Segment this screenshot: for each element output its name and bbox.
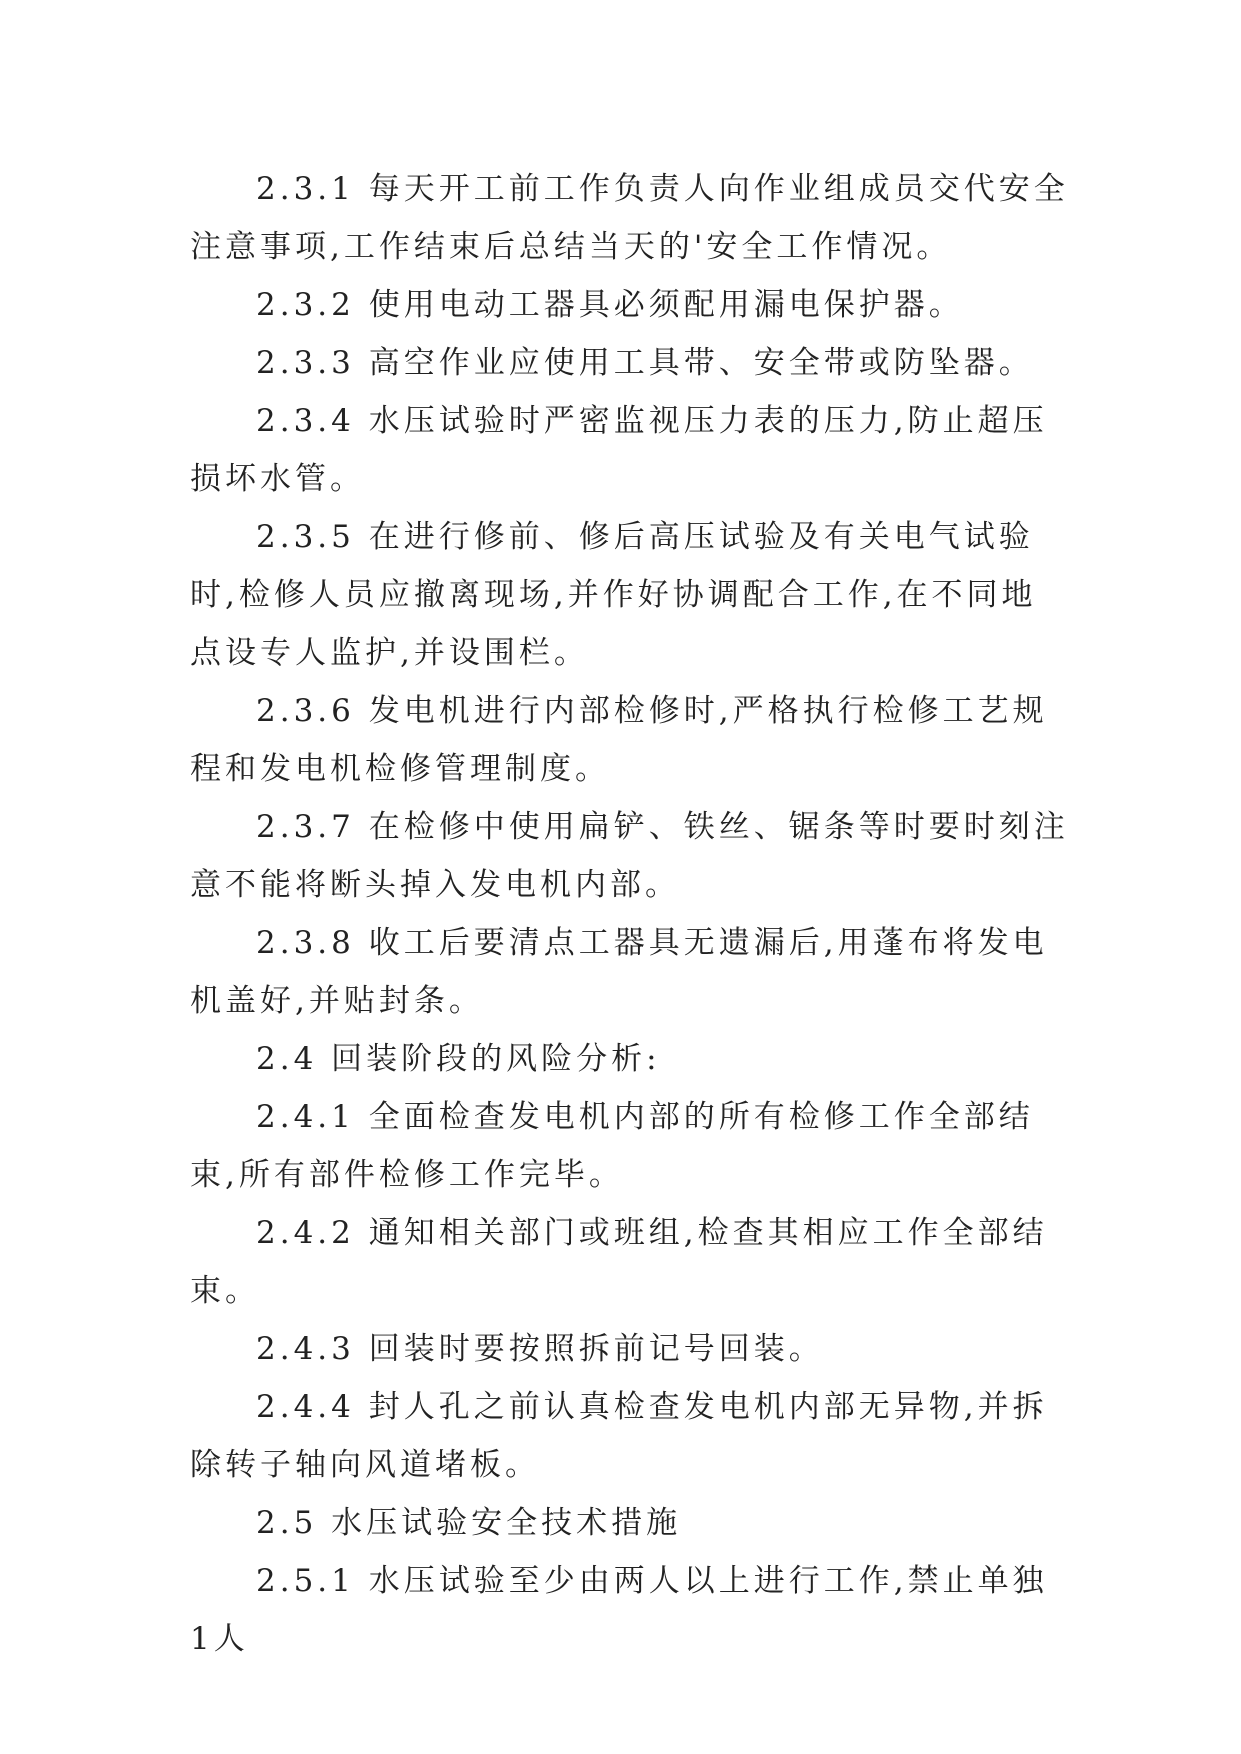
- paragraph-2-4-2: 2.4.2 通知相关部门或班组,检查其相应工作全部结束。: [190, 1215, 1048, 1309]
- document-body: [190, 160, 1070, 1668]
- paragraph-2-3-3: 2.3.3 高空作业应使用工具带、安全带或防坠器。: [256, 345, 1034, 381]
- paragraph-2-4-1: 2.4.1 全面检查发电机内部的所有检修工作全部结束,所有部件检修工作完毕。: [190, 1099, 1034, 1193]
- section-heading-2-4: 2.4 回装阶段的风险分析:: [256, 1041, 661, 1077]
- paragraph-2-3-6: 2.3.6 发电机进行内部检修时,严格执行检修工艺规程和发电机检修管理制度。: [190, 693, 1048, 787]
- paragraph-2-3-2: 2.3.2 使用电动工器具必须配用漏电保护器。: [256, 287, 964, 323]
- paragraph-2-5-1: 2.5.1 水压试验至少由两人以上进行工作,禁止单独1人: [190, 1563, 1048, 1657]
- paragraph-2-4-3: 2.4.3 回装时要按照拆前记号回装。: [256, 1331, 824, 1367]
- paragraph-2-3-7: 2.3.7 在检修中使用扁铲、铁丝、锯条等时要时刻注意不能将断头掉入发电机内部。: [190, 809, 1069, 903]
- paragraph-2-3-1: 2.3.1 每天开工前工作负责人向作业组成员交代安全注意事项,工作结束后总结当天的'安全工作情况。: [190, 171, 1069, 265]
- section-heading-2-5: 2.5 水压试验安全技术措施: [256, 1505, 682, 1541]
- paragraph-2-3-8: 2.3.8 收工后要清点工器具无遗漏后,用蓬布将发电机盖好,并贴封条。: [190, 925, 1048, 1019]
- paragraph-2-3-4: 2.3.4 水压试验时严密监视压力表的压力,防止超压损坏水管。: [190, 403, 1048, 497]
- paragraph-2-3-5: 2.3.5 在进行修前、修后高压试验及有关电气试验时,检修人员应撤离现场,并作好协调配合工作,在不同地点设专人监护,并设围栏。: [190, 519, 1037, 671]
- paragraph-2-4-4: 2.4.4 封人孔之前认真检查发电机内部无异物,并拆除转子轴向风道堵板。: [190, 1389, 1048, 1483]
